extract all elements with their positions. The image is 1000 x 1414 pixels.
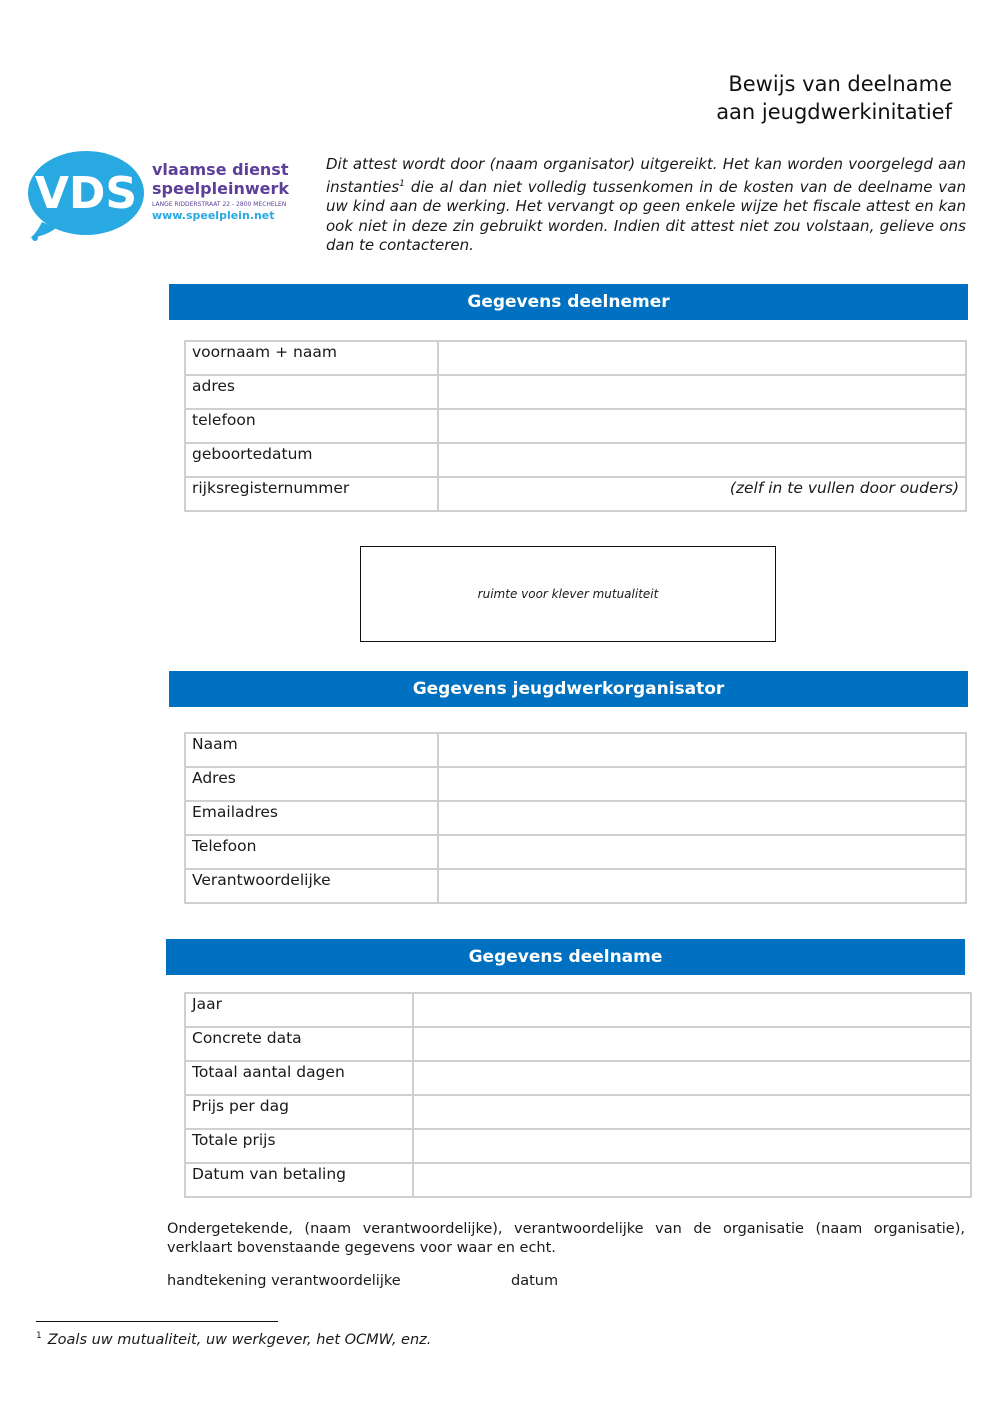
field-value[interactable] [413,1163,971,1197]
field-label: Naam [185,733,438,767]
participation-row [185,1129,971,1163]
participation-row [185,1095,971,1129]
field-value[interactable] [438,443,966,477]
field-label: Totaal aantal dagen [185,1061,413,1095]
field-value[interactable] [413,1027,971,1061]
field-value[interactable] [438,801,966,835]
organizer-row [185,801,966,835]
participant-row [185,477,966,511]
organizer-table [184,732,967,904]
intro-paragraph [326,155,966,256]
field-label: telefoon [185,409,438,443]
intro-text-start: Dit attest wordt door (naam organisator) uitgereikt. Het kan worden voorgelegd aan instanties [326,155,966,196]
field-value[interactable] [413,993,971,1027]
footnote [36,1331,431,1348]
logo-address: LANGE RIDDERSTRAAT 22 - 2800 MECHELEN [152,201,287,208]
field-label: geboortedatum [185,443,438,477]
logo-line-2: speelpleinwerk [152,179,289,198]
field-value[interactable] [413,1129,971,1163]
sticker-label: ruimte voor klever mutualiteit [477,587,659,601]
section-header-organizer: Gegevens jeugdwerkorganisator [169,671,968,707]
organizer-row [185,869,966,903]
field-value[interactable] [438,409,966,443]
participation-row [185,1061,971,1095]
field-value[interactable] [438,733,966,767]
participation-table [184,992,972,1198]
intro-text-end: die al dan niet volledig tussenkomen in de kosten van de deelname van uw kind aan de werking. Het vervangt op geen enkele wijze het fiscale attest en kan ook niet in deze zin gebruikt worden. Indien dit attest niet zou volstaan, gelieve ons dan te contacteren. [326,177,966,255]
organizer-row [185,767,966,801]
mutuality-sticker-area [360,546,776,642]
field-value[interactable] [438,835,966,869]
title-line-2: aan jeugdwerkinitatief [716,100,952,124]
field-label: Adres [185,767,438,801]
organizer-row [185,733,966,767]
footnote-ref: 1 [399,178,405,189]
participation-row [185,993,971,1027]
field-value[interactable] [438,869,966,903]
logo-line-1: vlaamse dienst [152,160,289,179]
field-label: rijksregisternummer [185,477,438,511]
participant-row [185,443,966,477]
participant-row [185,409,966,443]
field-label: Jaar [185,993,413,1027]
field-value[interactable] [438,767,966,801]
field-label: Verantwoordelijke [185,869,438,903]
signature-label: handtekening verantwoordelijke [167,1273,401,1289]
section-header-participant: Gegevens deelnemer [169,284,968,320]
field-value[interactable] [438,341,966,375]
participation-row [185,1163,971,1197]
field-label: Datum van betaling [185,1163,413,1197]
footnote-separator [36,1321,278,1322]
participant-row [185,341,966,375]
field-label: adres [185,375,438,409]
organizer-row [185,835,966,869]
field-label: Prijs per dag [185,1095,413,1129]
field-value[interactable] [413,1095,971,1129]
field-label: Concrete data [185,1027,413,1061]
field-label: Totale prijs [185,1129,413,1163]
field-label: voornaam + naam [185,341,438,375]
declaration-text: Ondergetekende, (naam verantwoordelijke), verantwoordelijke van de organisatie (naam organisatie), verklaart bovenstaande gegevens voor waar en echt. [167,1221,965,1256]
field-value[interactable] [413,1061,971,1095]
field-label: Telefoon [185,835,438,869]
participation-row [185,1027,971,1061]
title-line-1: Bewijs van deelname [728,72,952,96]
field-value[interactable] [438,375,966,409]
participant-table [184,340,967,512]
footnote-text: Zoals uw mutualiteit, uw werkgever, het OCMW, enz. [47,1331,432,1348]
section-header-participation: Gegevens deelname [166,939,965,975]
footnote-number: 1 [36,1331,42,1341]
document-title [716,70,952,126]
field-label: Emailadres [185,801,438,835]
logo-monogram: VDS [34,168,138,219]
participant-row [185,375,966,409]
date-label: datum [511,1273,559,1289]
field-value[interactable]: (zelf in te vullen door ouders) [438,477,966,511]
logo-url: www.speelplein.net [152,209,275,222]
logo-text [152,160,292,222]
